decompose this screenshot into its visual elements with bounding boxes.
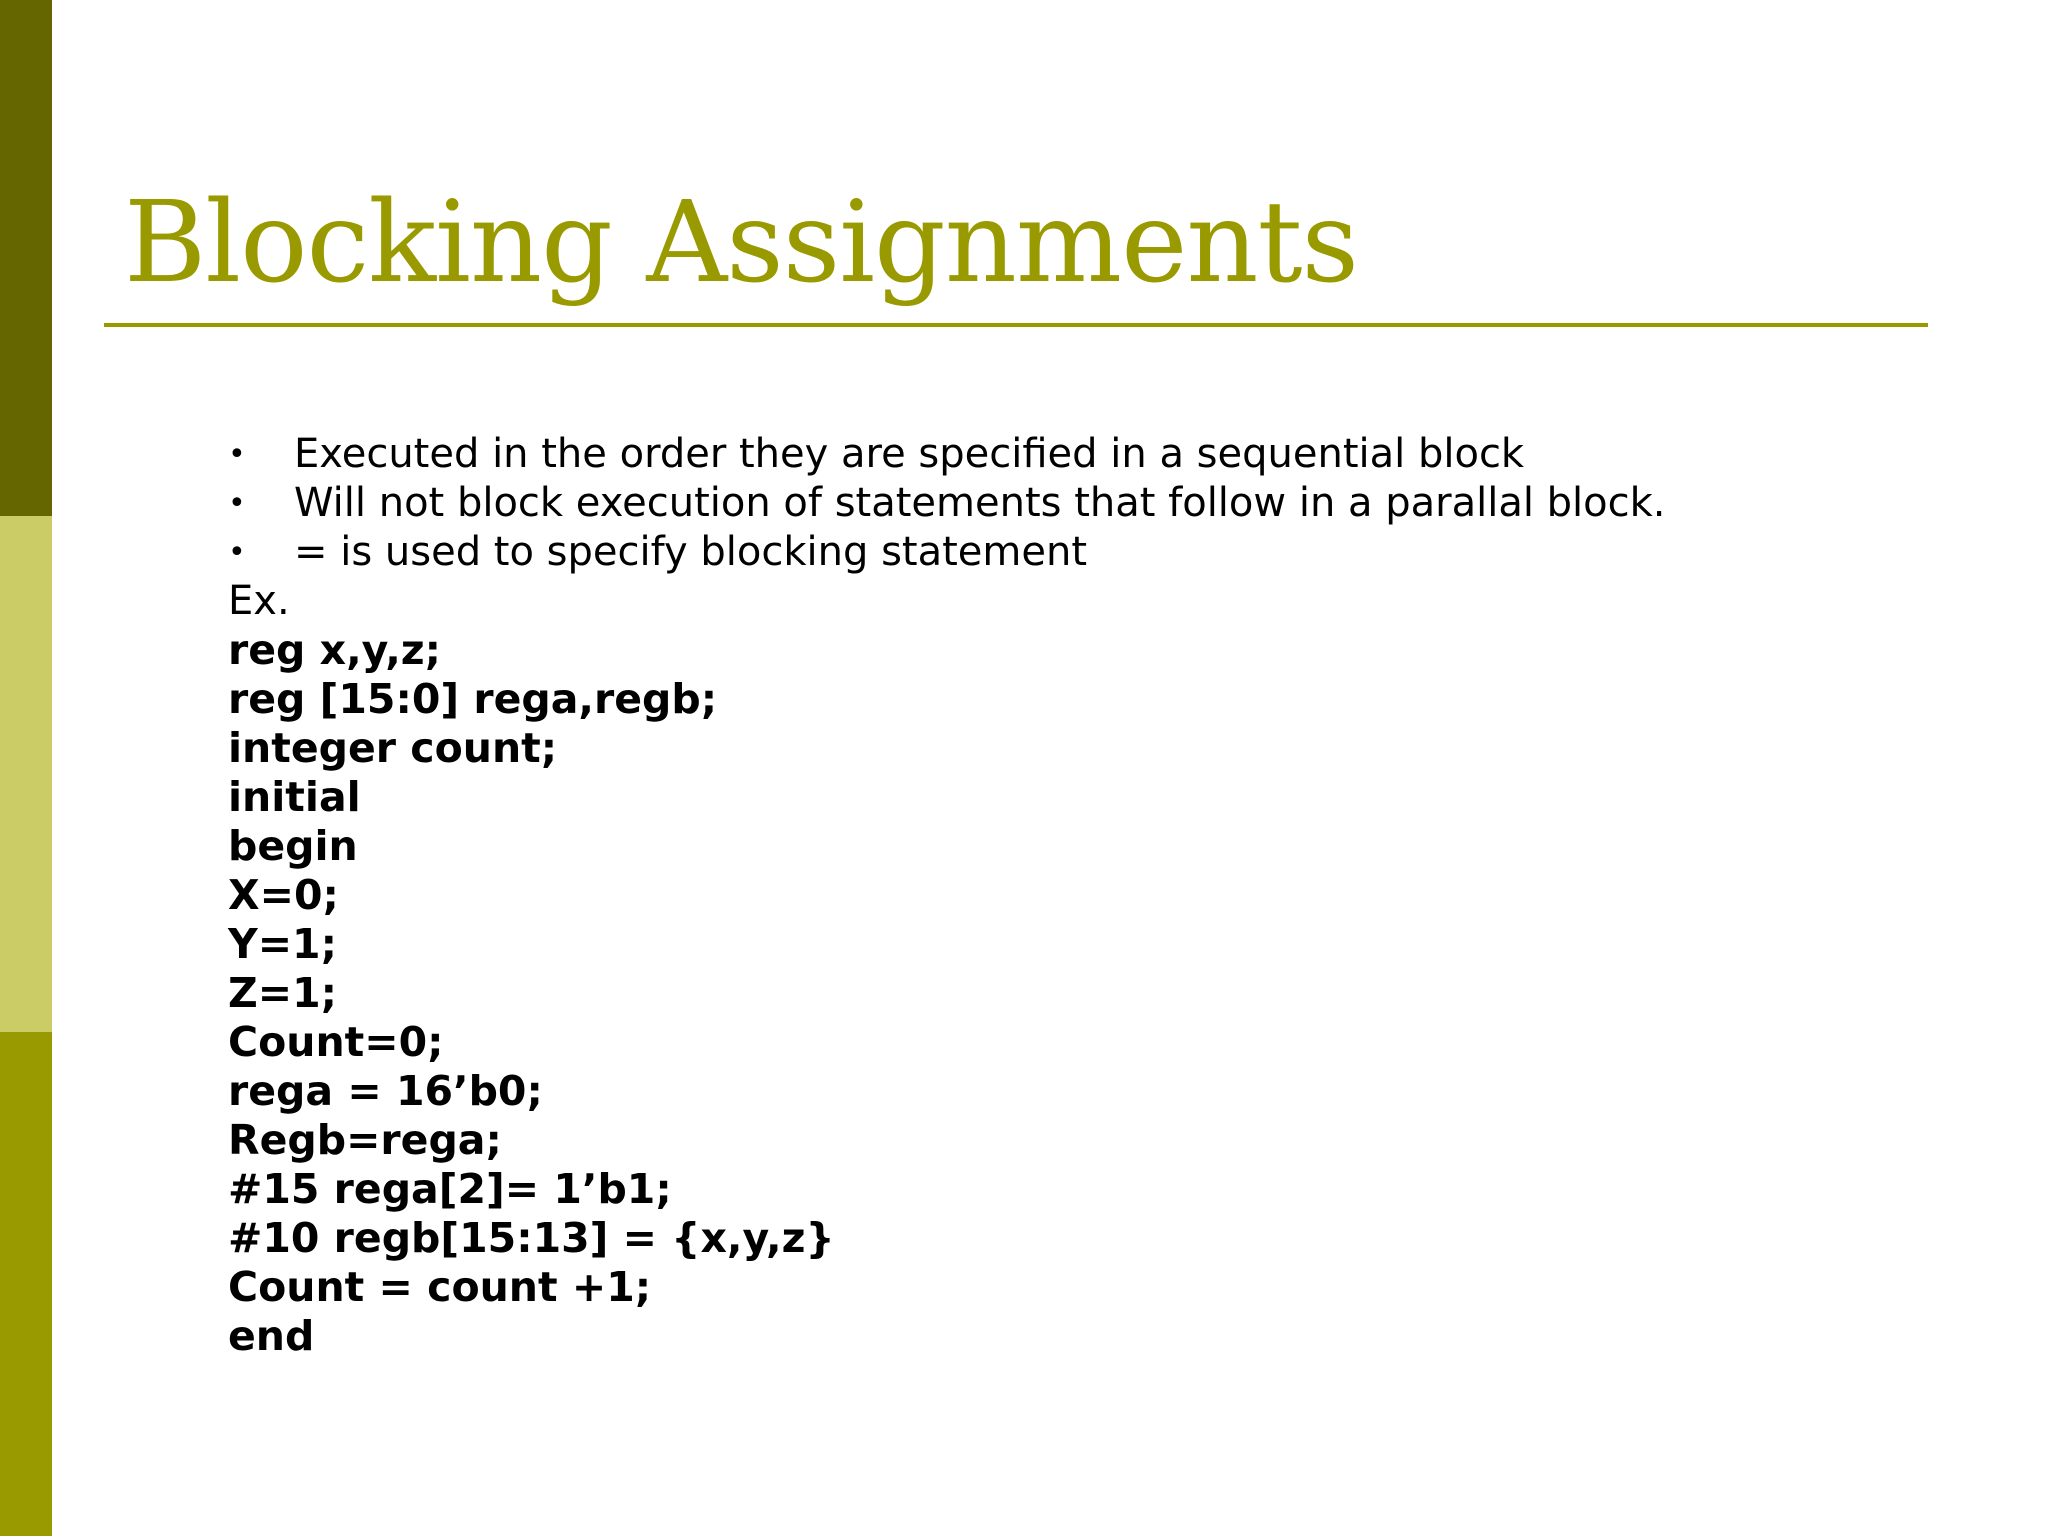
side-bar-bottom bbox=[0, 1032, 52, 1536]
bullet-text: Executed in the order they are specified in a sequential block bbox=[294, 431, 1525, 477]
bullet-list bbox=[228, 430, 1978, 577]
code-line: integer count; bbox=[228, 724, 558, 772]
example-label: Ex. bbox=[228, 578, 290, 624]
code-block bbox=[228, 626, 1978, 1361]
bullet-item bbox=[228, 479, 1978, 528]
code-line: #10 regb[15:13] = {x,y,z} bbox=[228, 1214, 835, 1262]
bullet-text: Will not block execution of statements that follow in a parallal block. bbox=[294, 480, 1666, 526]
side-bar-top bbox=[0, 0, 52, 516]
slide-title: Blocking Assignments bbox=[124, 178, 1358, 308]
bullet-dot-icon: • bbox=[228, 486, 246, 521]
code-line: Count=0; bbox=[228, 1018, 444, 1066]
code-line: Z=1; bbox=[228, 969, 338, 1017]
code-line: X=0; bbox=[228, 871, 339, 919]
slide-content bbox=[228, 430, 1978, 1361]
bullet-item bbox=[228, 528, 1978, 577]
code-line: rega = 16’b0; bbox=[228, 1067, 543, 1115]
code-line: Regb=rega; bbox=[228, 1116, 502, 1164]
bullet-dot-icon: • bbox=[228, 437, 246, 472]
code-line: reg [15:0] rega,regb; bbox=[228, 675, 718, 723]
code-line: begin bbox=[228, 822, 358, 870]
side-bar-middle bbox=[0, 516, 52, 1032]
code-line: end bbox=[228, 1312, 315, 1360]
code-line: #15 rega[2]= 1’b1; bbox=[228, 1165, 672, 1213]
bullet-text: = is used to specify blocking statement bbox=[294, 529, 1088, 575]
bullet-dot-icon: • bbox=[228, 535, 246, 570]
bullet-item bbox=[228, 430, 1978, 479]
code-line: Count = count +1; bbox=[228, 1263, 652, 1311]
title-underline bbox=[104, 323, 1928, 327]
code-line: Y=1; bbox=[228, 920, 337, 968]
code-line: initial bbox=[228, 773, 361, 821]
code-line: reg x,y,z; bbox=[228, 626, 442, 674]
